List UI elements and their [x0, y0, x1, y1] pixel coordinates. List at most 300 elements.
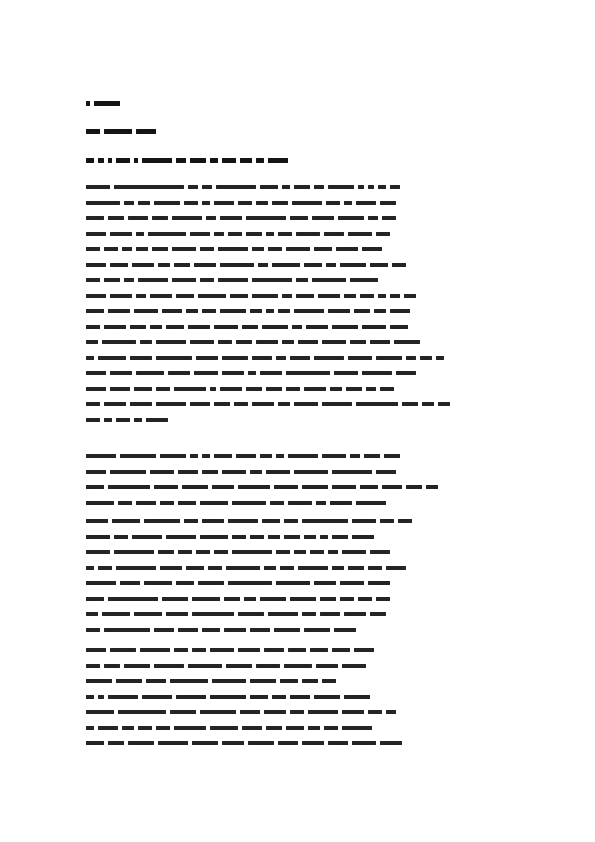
word-block [244, 597, 256, 601]
word-block [290, 710, 304, 714]
word-block [232, 501, 266, 505]
text-line [86, 740, 512, 746]
word-block [352, 535, 374, 539]
text-line [86, 500, 512, 506]
word-block [304, 535, 316, 539]
word-block [320, 612, 340, 616]
word-block [322, 679, 336, 683]
word-block [358, 597, 372, 601]
word-block [98, 566, 112, 570]
word-block [212, 485, 234, 489]
word-block [174, 387, 206, 391]
word-block [104, 628, 150, 632]
word-block [332, 535, 348, 539]
word-block [168, 371, 190, 375]
word-block [376, 356, 402, 360]
word-block [172, 278, 196, 282]
text-line [86, 200, 512, 206]
word-block [276, 454, 284, 458]
text-line [86, 308, 512, 314]
word-block [98, 158, 104, 163]
word-block [160, 454, 186, 458]
word-block [196, 356, 218, 360]
word-block [284, 519, 298, 523]
word-block [110, 263, 128, 267]
word-block [194, 371, 218, 375]
word-block [158, 741, 188, 745]
word-block [124, 278, 134, 282]
word-block [196, 550, 210, 554]
word-block [116, 158, 130, 163]
word-block [86, 679, 112, 683]
word-block [406, 356, 416, 360]
word-block [104, 278, 120, 282]
word-block [86, 294, 106, 298]
word-block [242, 325, 258, 329]
word-block [250, 535, 264, 539]
word-block [288, 648, 306, 652]
word-block [108, 309, 130, 313]
word-block [228, 581, 272, 585]
word-block [108, 485, 150, 489]
word-block [228, 232, 242, 236]
word-block [134, 309, 158, 313]
word-block [86, 581, 116, 585]
text-line [86, 725, 512, 731]
word-block [356, 201, 376, 205]
word-block [188, 325, 210, 329]
word-block [226, 566, 260, 570]
word-block [286, 387, 300, 391]
word-block [128, 741, 154, 745]
word-block [144, 581, 172, 585]
word-block [344, 695, 370, 699]
word-block [260, 371, 282, 375]
word-block [286, 726, 304, 730]
word-block [370, 612, 386, 616]
word-block [284, 664, 312, 668]
word-block [266, 309, 274, 313]
word-block [288, 501, 312, 505]
word-block [374, 309, 386, 313]
text-line [86, 518, 512, 524]
word-block [286, 247, 310, 251]
word-block [198, 294, 226, 298]
word-block [202, 454, 210, 458]
word-block [348, 356, 372, 360]
word-block [240, 710, 260, 714]
word-block [370, 550, 390, 554]
word-block [86, 485, 104, 489]
word-block [160, 501, 174, 505]
word-block [250, 628, 270, 632]
word-block [282, 340, 294, 344]
word-block [86, 216, 104, 220]
text-line [86, 549, 512, 555]
word-block [182, 485, 208, 489]
word-block [86, 356, 94, 360]
word-block [270, 501, 284, 505]
word-block [220, 387, 242, 391]
text-line [86, 678, 512, 684]
text-line [86, 355, 512, 361]
word-block [156, 356, 192, 360]
text-line [86, 580, 512, 586]
word-block [108, 695, 138, 699]
word-block [86, 550, 110, 554]
word-block [202, 185, 212, 189]
word-block [238, 201, 252, 205]
word-block [250, 679, 276, 683]
word-block [86, 501, 114, 505]
word-block [318, 294, 340, 298]
word-block [294, 309, 324, 313]
word-block [304, 263, 322, 267]
word-block [86, 185, 110, 189]
word-block [348, 566, 364, 570]
word-block [134, 418, 142, 422]
word-block [298, 566, 328, 570]
word-block [150, 294, 172, 298]
word-block [210, 158, 218, 163]
word-block [340, 581, 364, 585]
word-block [152, 216, 168, 220]
text-line [86, 417, 512, 423]
word-block [148, 232, 186, 236]
word-block [98, 726, 118, 730]
word-block [214, 232, 224, 236]
word-block [346, 387, 362, 391]
word-block [310, 648, 328, 652]
word-block [86, 535, 110, 539]
word-block [360, 485, 378, 489]
word-block [154, 485, 178, 489]
word-block [162, 597, 188, 601]
word-block [276, 550, 290, 554]
word-block [200, 247, 214, 251]
word-block [108, 597, 158, 601]
word-block [202, 519, 224, 523]
word-block [328, 185, 354, 189]
word-block [200, 501, 228, 505]
word-block [260, 454, 272, 458]
word-block [178, 501, 196, 505]
word-block [212, 679, 246, 683]
word-block [222, 356, 248, 360]
word-block [102, 612, 130, 616]
word-block [224, 597, 240, 601]
word-block [246, 216, 286, 220]
word-block [112, 519, 140, 523]
word-block [86, 278, 100, 282]
word-block [174, 726, 206, 730]
word-block [380, 201, 396, 205]
word-block [314, 581, 336, 585]
word-block [86, 726, 94, 730]
word-block [368, 581, 390, 585]
word-block [316, 501, 326, 505]
word-block [398, 519, 412, 523]
word-block [264, 648, 284, 652]
text-line [86, 277, 512, 283]
word-block [326, 201, 340, 205]
word-block [350, 454, 360, 458]
word-block [104, 664, 120, 668]
word-block [110, 387, 130, 391]
word-block [146, 418, 168, 422]
word-block [86, 566, 94, 570]
text-line [86, 694, 512, 700]
word-block [328, 550, 338, 554]
word-block [218, 247, 248, 251]
word-block [362, 247, 382, 251]
word-block [202, 470, 218, 474]
word-block [200, 710, 236, 714]
word-block [214, 402, 230, 406]
word-block [86, 741, 104, 745]
word-block [390, 309, 410, 313]
text-line [86, 534, 512, 540]
word-block [176, 581, 194, 585]
word-block [250, 695, 268, 699]
word-block [86, 519, 108, 523]
word-block [156, 387, 170, 391]
word-block [86, 247, 100, 251]
word-block [110, 371, 132, 375]
word-block [322, 340, 346, 344]
word-block [210, 726, 238, 730]
word-block [86, 402, 100, 406]
doc-title [86, 100, 124, 106]
word-block [202, 628, 220, 632]
word-block [166, 325, 184, 329]
word-block [190, 402, 210, 406]
word-block [250, 470, 262, 474]
word-block [370, 340, 390, 344]
word-block [114, 535, 128, 539]
word-block [86, 710, 114, 714]
word-block [330, 387, 342, 391]
word-block [356, 402, 398, 406]
text-line [86, 215, 512, 221]
word-block [252, 356, 272, 360]
word-block [86, 628, 100, 632]
word-block [104, 325, 126, 329]
word-block [136, 247, 148, 251]
word-block [208, 566, 222, 570]
word-block [274, 485, 298, 489]
word-block [222, 158, 236, 163]
word-block [350, 278, 378, 282]
word-block [354, 648, 374, 652]
word-block [172, 247, 196, 251]
word-block [302, 741, 324, 745]
word-block [368, 710, 382, 714]
word-block [326, 263, 336, 267]
word-block [86, 418, 100, 422]
text-line [86, 453, 512, 459]
word-block [344, 294, 356, 298]
word-block [246, 232, 262, 236]
word-block [190, 454, 198, 458]
word-block [220, 216, 242, 220]
word-block [296, 232, 320, 236]
word-block [292, 325, 302, 329]
word-block [278, 232, 292, 236]
word-block [260, 597, 286, 601]
word-block [166, 535, 196, 539]
word-block [252, 294, 278, 298]
word-block [386, 710, 396, 714]
word-block [178, 550, 192, 554]
word-block [156, 340, 186, 344]
word-block [358, 185, 364, 189]
word-block [324, 232, 344, 236]
word-block [142, 158, 172, 163]
word-block [320, 597, 336, 601]
word-block [276, 356, 286, 360]
word-block [294, 550, 306, 554]
word-block [344, 612, 366, 616]
word-block [402, 402, 418, 406]
word-block [86, 340, 98, 344]
word-block [154, 201, 180, 205]
word-block [336, 247, 358, 251]
word-block [266, 726, 282, 730]
word-block [86, 648, 106, 652]
doc-heading [86, 157, 292, 163]
word-block [188, 185, 198, 189]
word-block [290, 356, 310, 360]
word-block [108, 741, 124, 745]
word-block [202, 309, 216, 313]
text-line [86, 370, 512, 376]
word-block [362, 325, 386, 329]
word-block [250, 309, 262, 313]
word-block [174, 263, 190, 267]
word-block [156, 726, 170, 730]
word-block [136, 129, 156, 134]
word-block [140, 340, 152, 344]
word-block [86, 201, 120, 205]
word-block [86, 695, 94, 699]
word-block [222, 470, 246, 474]
text-line [86, 663, 512, 669]
word-block [340, 597, 354, 601]
word-block [86, 309, 104, 313]
word-block [278, 402, 290, 406]
text-line [86, 386, 512, 392]
word-block [308, 710, 338, 714]
word-block [280, 566, 294, 570]
word-block [120, 581, 140, 585]
word-block [86, 664, 100, 668]
word-block [294, 185, 310, 189]
word-block [286, 371, 330, 375]
word-block [314, 695, 340, 699]
word-block [392, 263, 406, 267]
word-block [368, 185, 374, 189]
word-block [282, 185, 290, 189]
word-block [214, 454, 232, 458]
word-block [332, 566, 344, 570]
word-block [294, 470, 328, 474]
word-block [310, 550, 324, 554]
word-block [268, 247, 282, 251]
word-block [132, 263, 154, 267]
word-block [216, 185, 256, 189]
text-line [86, 565, 512, 571]
word-block [328, 309, 350, 313]
text-line [86, 293, 512, 299]
word-block [302, 679, 318, 683]
word-block [94, 101, 120, 106]
word-block [156, 402, 186, 406]
word-block [232, 550, 272, 554]
word-block [86, 597, 104, 601]
word-block [314, 247, 332, 251]
word-block [288, 454, 318, 458]
word-block [102, 340, 136, 344]
word-block [210, 648, 234, 652]
word-block [104, 402, 126, 406]
word-block [436, 356, 444, 360]
word-block [138, 201, 150, 205]
word-block [268, 158, 288, 163]
word-block [110, 232, 132, 236]
word-block [130, 402, 152, 406]
word-block [224, 628, 246, 632]
word-block [152, 247, 168, 251]
word-block [234, 402, 248, 406]
word-block [246, 387, 262, 391]
word-block [154, 628, 174, 632]
text-line [86, 709, 512, 715]
word-block [332, 470, 372, 474]
word-block [332, 325, 358, 329]
word-block [420, 356, 432, 360]
word-block [272, 201, 288, 205]
word-block [352, 741, 376, 745]
word-block [322, 402, 352, 406]
word-block [202, 201, 210, 205]
word-block [334, 628, 356, 632]
word-block [390, 325, 408, 329]
word-block [340, 263, 366, 267]
word-block [170, 679, 208, 683]
word-block [150, 325, 162, 329]
word-block [360, 294, 374, 298]
word-block [104, 247, 118, 251]
word-block [146, 679, 166, 683]
word-block [138, 726, 152, 730]
word-block [422, 402, 434, 406]
word-block [110, 470, 146, 474]
word-block [238, 612, 264, 616]
word-block [320, 535, 328, 539]
word-block [228, 519, 258, 523]
word-block [120, 454, 156, 458]
word-block [342, 710, 364, 714]
word-block [322, 454, 346, 458]
word-block [122, 726, 134, 730]
text-line [86, 611, 512, 617]
word-block [242, 726, 262, 730]
word-block [368, 566, 382, 570]
word-block [86, 129, 100, 134]
word-block [118, 501, 132, 505]
word-block [192, 648, 206, 652]
